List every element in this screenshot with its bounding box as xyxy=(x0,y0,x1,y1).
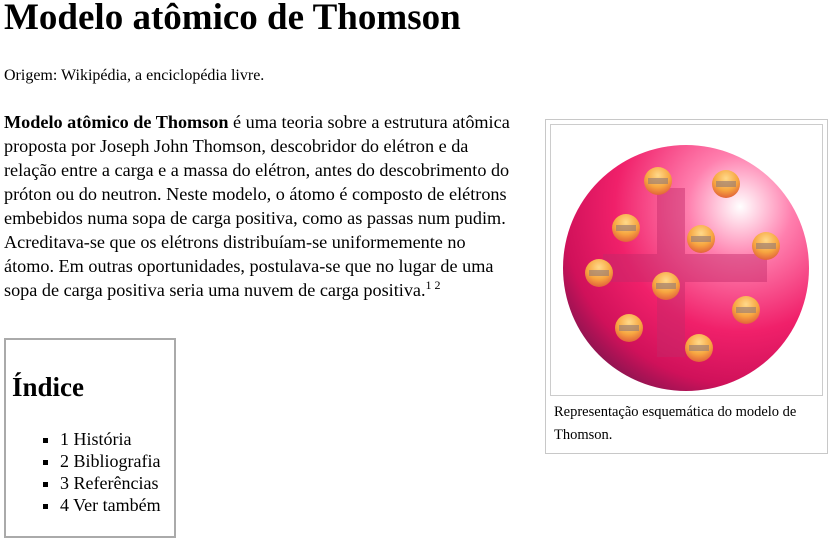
intro-paragraph xyxy=(4,110,514,302)
reference-link-1[interactable]: 1 xyxy=(425,277,432,292)
toc-list xyxy=(6,428,161,516)
toc-item-referencias[interactable]: ▪ 3 Referências xyxy=(60,472,161,494)
atom-illustration xyxy=(551,125,822,395)
electron-icon xyxy=(615,314,643,342)
toc-item-bibliografia[interactable]: ▪ 2 Bibliografia xyxy=(60,450,161,472)
figure-caption: Representação esquemática do modelo de Thomson. xyxy=(554,404,797,443)
toc-heading: Índice xyxy=(12,372,85,402)
minus-sign-icon xyxy=(736,307,756,313)
intro-text: é uma teoria sobre a estrutura atômica proposta por Joseph John Thomson, descobridor do elétron e da relação entre a carga e a massa do elétron, antes do descobrimento do próton ou do neutron. Neste modelo, o átomo é composto de elétrons embebidos numa sopa de carga positiva, como as passas num pudim. Acreditava-se que os elétrons distribuíam-se uniformemente no átomo. Em outras oportunidades, postulava-se que no lugar de uma sopa de carga positiva seria uma nuvem de carga positiva. xyxy=(4,112,510,300)
minus-sign-icon xyxy=(691,236,711,242)
figure-thumbnail xyxy=(545,119,828,454)
electron-icon xyxy=(685,334,713,362)
minus-sign-icon xyxy=(689,345,709,351)
minus-sign-icon xyxy=(648,178,668,184)
electron-icon xyxy=(644,167,672,195)
electron-icon xyxy=(612,214,640,242)
electron-icon xyxy=(687,225,715,253)
minus-sign-icon xyxy=(589,270,609,276)
minus-sign-icon xyxy=(716,181,736,187)
toc-item-historia[interactable]: ▪ 1 História xyxy=(60,428,161,450)
electron-icon xyxy=(712,170,740,198)
intro-bold-term: Modelo atômico de Thomson xyxy=(4,112,229,132)
minus-sign-icon xyxy=(656,283,676,289)
reference-link-2[interactable]: 2 xyxy=(434,277,441,292)
electron-icon xyxy=(585,259,613,287)
thomson-model-image[interactable] xyxy=(550,124,823,396)
page-title: Modelo atômico de Thomson xyxy=(4,0,461,38)
origin-note: Origem: Wikipédia, a enciclopédia livre. xyxy=(4,67,265,84)
electron-icon xyxy=(752,232,780,260)
electron-icon xyxy=(732,296,760,324)
electron-icon xyxy=(652,272,680,300)
minus-sign-icon xyxy=(616,225,636,231)
toc-item-ver-tambem[interactable]: ▪ 4 Ver também xyxy=(60,494,161,516)
table-of-contents xyxy=(4,338,176,538)
minus-sign-icon xyxy=(756,243,776,249)
minus-sign-icon xyxy=(619,325,639,331)
